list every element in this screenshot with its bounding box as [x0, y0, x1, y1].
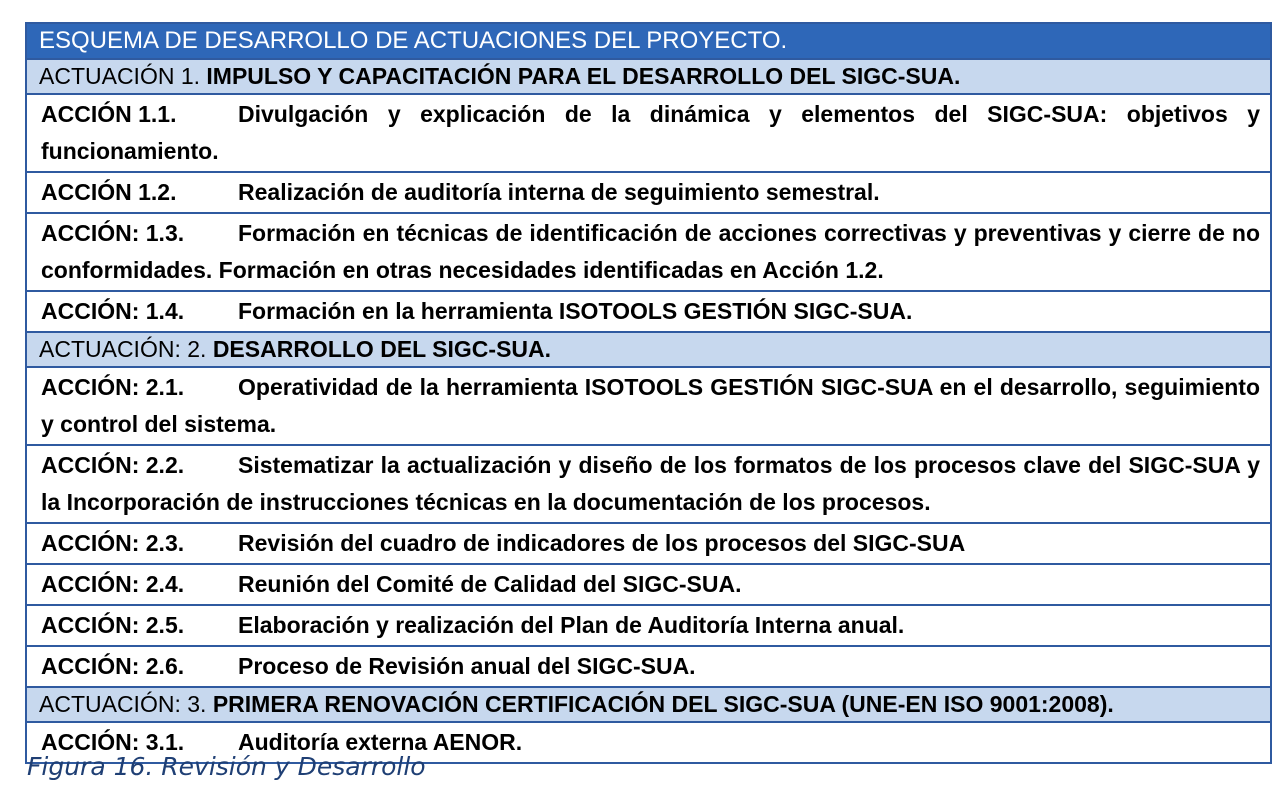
accion-number: ACCIÓN: 2.5. [41, 612, 185, 638]
accion-text: Realización de auditoría interna de seguimiento semestral. [238, 179, 880, 205]
accion-number: ACCIÓN: 2.1. [41, 374, 185, 400]
accion-row [26, 605, 1271, 646]
accion-row [26, 213, 1271, 291]
accion-text: Formación en la herramienta ISOTOOLS GESTIÓN SIGC-SUA. [238, 298, 913, 324]
accion-number: ACCIÓN 1.2. [41, 179, 177, 205]
actuacion-title: PRIMERA RENOVACIÓN CERTIFICACIÓN DEL SIGC-SUA (UNE-EN ISO 9001:2008). [212, 691, 1114, 717]
actuacion-row [26, 332, 1271, 367]
accion-row [26, 445, 1271, 523]
accion-row [26, 367, 1271, 445]
figure-caption: Figura 16. Revisión y Desarrollo [27, 752, 426, 781]
accion-number: ACCIÓN 1.1. [41, 101, 177, 127]
actions-table-container [25, 22, 1272, 764]
actuacion-title: DESARROLLO DEL SIGC-SUA. [212, 336, 552, 362]
actuacion-row [26, 687, 1271, 722]
accion-text: Formación en técnicas de identificación de acciones correctivas y preventivas y cierre de no conformidades. Formación en otras necesidades identificadas en Acción 1.2. [41, 220, 1260, 283]
accion-row [26, 564, 1271, 605]
accion-text: Auditoría externa AENOR. [238, 729, 523, 755]
accion-row [26, 291, 1271, 332]
accion-number: ACCIÓN: 3.1. [41, 729, 185, 755]
actuacion-prefix: ACTUACIÓN 1. [39, 63, 207, 89]
accion-row [26, 523, 1271, 564]
accion-number: ACCIÓN: 2.2. [41, 452, 185, 478]
actuacion-title: IMPULSO Y CAPACITACIÓN PARA EL DESARROLLO DEL SIGC-SUA. [206, 63, 961, 89]
accion-row [26, 172, 1271, 213]
accion-text: Elaboración y realización del Plan de Auditoría Interna anual. [238, 612, 905, 638]
accion-text: Revisión del cuadro de indicadores de los procesos del SIGC-SUA [238, 530, 966, 556]
accion-text: Divulgación y explicación de la dinámica y elementos del SIGC-SUA: objetivos y funcionamiento. [41, 101, 1260, 164]
accion-text: Sistematizar la actualización y diseño de los formatos de los procesos clave del SIGC-SUA y la Incorporación de instrucciones técnicas en la documentación de los procesos. [41, 452, 1260, 515]
table-header-row [26, 23, 1271, 59]
actuacion-prefix: ACTUACIÓN: 3. [39, 691, 213, 717]
accion-text: Proceso de Revisión anual del SIGC-SUA. [238, 653, 696, 679]
actuacion-row [26, 59, 1271, 94]
accion-row [26, 646, 1271, 687]
table-header: ESQUEMA DE DESARROLLO DE ACTUACIONES DEL PROYECTO. [26, 23, 1271, 59]
actuacion-prefix: ACTUACIÓN: 2. [39, 336, 213, 362]
accion-number: ACCIÓN: 1.4. [41, 298, 185, 324]
accion-number: ACCIÓN: 2.3. [41, 530, 185, 556]
actions-table [25, 22, 1272, 764]
accion-number: ACCIÓN: 1.3. [41, 220, 185, 246]
accion-number: ACCIÓN: 2.6. [41, 653, 185, 679]
accion-row [26, 94, 1271, 172]
accion-text: Operatividad de la herramienta ISOTOOLS GESTIÓN SIGC-SUA en el desarrollo, seguimiento y control del sistema. [41, 374, 1260, 437]
accion-text: Reunión del Comité de Calidad del SIGC-SUA. [238, 571, 742, 597]
accion-number: ACCIÓN: 2.4. [41, 571, 185, 597]
